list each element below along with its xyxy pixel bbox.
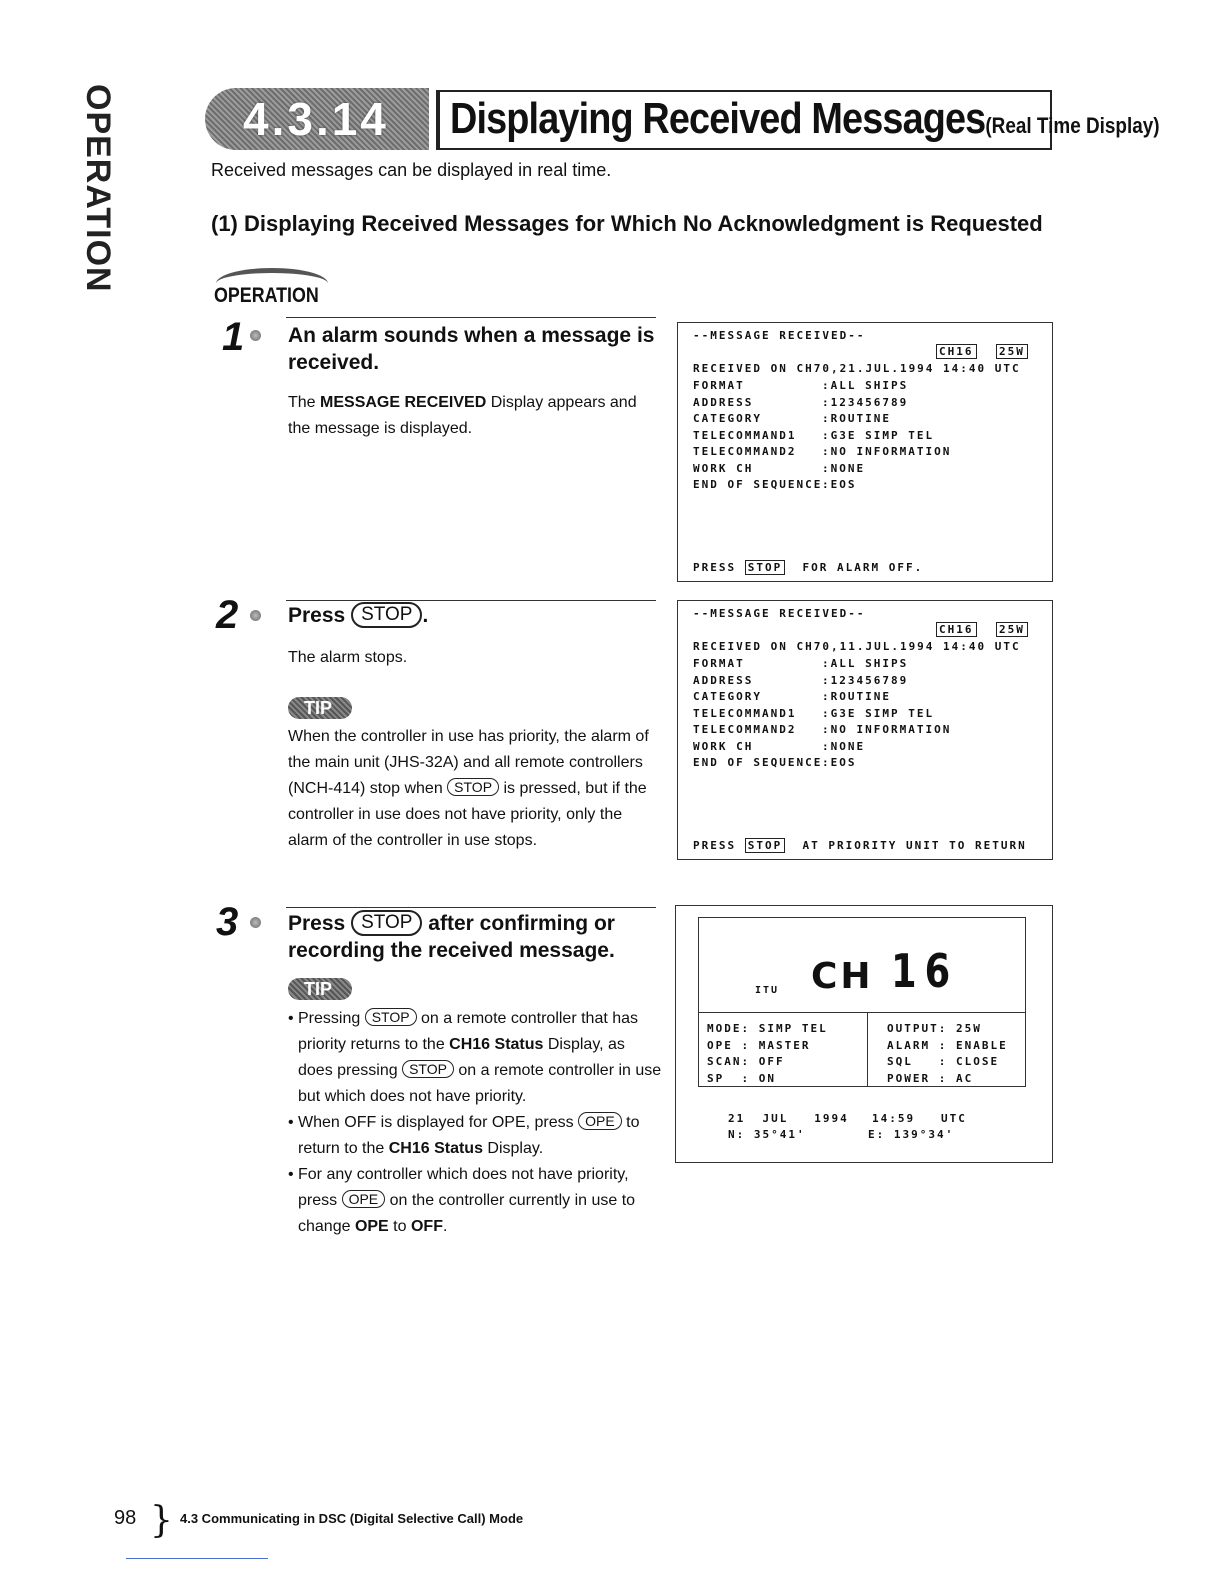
field-key: CATEGORY xyxy=(693,412,762,425)
status-right-line: POWER : AC xyxy=(887,1071,974,1085)
field-value: :NONE xyxy=(822,739,866,753)
tip-bullet-3 xyxy=(288,1162,664,1240)
step-2-number: 2 xyxy=(216,593,239,637)
step-bullet-icon xyxy=(250,610,261,621)
step-1-title: An alarm sounds when a message is received. xyxy=(288,324,655,374)
field-key: ADDRESS xyxy=(693,395,754,409)
itu-label: ITU xyxy=(755,985,780,996)
ch16-status-screen xyxy=(675,905,1053,1163)
screen-header: --MESSAGE RECEIVED-- xyxy=(693,607,866,620)
step-2-title xyxy=(288,602,660,629)
status-right-line: SQL : CLOSE xyxy=(887,1055,1000,1068)
b3-d: to xyxy=(388,1218,411,1235)
channel-box: CH16 xyxy=(936,622,977,637)
field-key: CATEGORY xyxy=(693,690,762,703)
field-key: FORMAT xyxy=(693,379,745,392)
field-key: TELECOMMAND1 xyxy=(693,428,797,442)
screen-header: --MESSAGE RECEIVED-- xyxy=(693,329,866,342)
press-text: PRESS xyxy=(693,561,737,574)
panel-divider xyxy=(699,1012,1025,1013)
stop-key-icon: STOP xyxy=(447,778,499,796)
step-3-title-a: Press xyxy=(288,912,352,935)
b3-f: . xyxy=(442,1218,448,1235)
status-left-line: SCAN: OFF xyxy=(707,1055,785,1068)
section-title-text: Displaying Received Messages xyxy=(450,94,986,143)
status-latitude: N: 35°41' xyxy=(728,1128,806,1141)
received-line: RECEIVED ON CH70,11.JUL.1994 14:40 UTC xyxy=(693,640,1021,653)
field-value: :123456789 xyxy=(822,395,909,409)
stop-key-icon: STOP xyxy=(365,1008,417,1026)
ope-key-icon: OPE xyxy=(578,1112,622,1130)
step-divider xyxy=(286,600,656,601)
operation-label-text: OPERATION xyxy=(214,284,319,307)
b3-c: OPE xyxy=(354,1218,389,1235)
footer-text: 4.3 Communicating in DSC (Digital Selective Call) Mode xyxy=(180,1511,524,1526)
step-1-text-bold: MESSAGE RECEIVED xyxy=(320,394,487,411)
screen-footer: AT PRIORITY UNIT TO RETURN xyxy=(802,839,1027,852)
tip-badge xyxy=(288,978,352,1000)
stop-box: STOP xyxy=(745,838,786,853)
ope-key-icon: OPE xyxy=(342,1190,386,1208)
page-number: 98 xyxy=(114,1507,137,1529)
section-title xyxy=(450,94,1160,144)
section-number-badge xyxy=(205,88,429,150)
stop-key-icon: STOP xyxy=(402,1060,454,1078)
field-key: TELECOMMAND2 xyxy=(693,445,797,458)
field-value: :NO INFORMATION xyxy=(822,445,952,458)
field-value: :NONE xyxy=(822,461,866,475)
channel-box: CH16 xyxy=(936,344,977,359)
field-value: :G3E SIMP TEL xyxy=(822,428,935,442)
b1-b: on a remote controller that has priority returns to the xyxy=(298,1010,639,1053)
b3-b: on the controller currently in use to change xyxy=(298,1192,636,1235)
step-3-tips xyxy=(288,1006,664,1240)
side-tab xyxy=(78,84,118,293)
field-value: :ALL SHIPS xyxy=(822,657,909,670)
step-bullet-icon xyxy=(250,330,261,341)
field-value: :NO INFORMATION xyxy=(822,723,952,736)
tip-label: TIP xyxy=(304,698,333,718)
step-3-number: 3 xyxy=(216,900,239,944)
tip-label: TIP xyxy=(304,979,333,999)
footer-rule xyxy=(126,1558,268,1559)
field-key: WORK CH xyxy=(693,461,754,475)
field-value: :EOS xyxy=(822,478,857,491)
operation-label xyxy=(214,268,334,314)
status-left-line: MODE: SIMP TEL xyxy=(707,1022,828,1035)
received-line: RECEIVED ON CH70,21.JUL.1994 14:40 UTC xyxy=(693,362,1021,375)
field-value: :123456789 xyxy=(822,673,909,687)
panel-column-divider xyxy=(867,1012,868,1086)
section-title-box xyxy=(436,90,1160,150)
step-2-tip-text xyxy=(288,724,660,854)
step-2-text: The alarm stops. xyxy=(288,649,408,666)
step-2-title-a: Press xyxy=(288,604,352,627)
field-value: :G3E SIMP TEL xyxy=(822,706,935,720)
step-3-title xyxy=(288,910,660,964)
step-bullet-icon xyxy=(250,917,261,928)
stop-key-icon: STOP xyxy=(351,910,422,936)
tip-bullet-1 xyxy=(288,1006,664,1110)
field-key: TELECOMMAND2 xyxy=(693,723,797,736)
step-1-text-c: Display appears and the message is displayed. xyxy=(288,394,637,437)
step-3-title-b: after confirming or recording the received message. xyxy=(288,912,615,962)
ch-number: 16 xyxy=(891,944,959,998)
step-divider xyxy=(286,317,656,318)
b2-a: When OFF is displayed for OPE, press xyxy=(298,1114,579,1131)
status-left-line: SP : ON xyxy=(707,1071,776,1085)
field-key: ADDRESS xyxy=(693,673,754,687)
status-right-line: OUTPUT: 25W xyxy=(887,1022,982,1035)
status-time: 14:59 UTC xyxy=(872,1112,967,1125)
step-1-text xyxy=(288,390,660,442)
field-key: WORK CH xyxy=(693,739,754,753)
field-key: TELECOMMAND1 xyxy=(693,706,797,720)
stop-key-icon: STOP xyxy=(351,602,422,628)
field-key: FORMAT xyxy=(693,657,745,670)
step-1-number: 1 xyxy=(222,315,245,359)
step-2-tip-a: When the controller in use has priority, the alarm of the main unit (JHS-32A) and all remote controllers (NCH-414) stop when xyxy=(288,728,649,797)
field-key: END OF SEQUENCE xyxy=(693,756,823,769)
status-left-line: OPE : MASTER xyxy=(707,1038,811,1052)
power-box: 25W xyxy=(996,622,1028,637)
field-value: :ROUTINE xyxy=(822,412,891,425)
step-1-text-a: The xyxy=(288,394,321,411)
status-date: 21 JUL 1994 xyxy=(728,1112,849,1125)
power-box: 25W xyxy=(996,344,1028,359)
brace-icon: } xyxy=(150,1500,173,1541)
section-number: 4.3.14 xyxy=(243,93,389,145)
screen-footer: FOR ALARM OFF. xyxy=(802,561,924,574)
b2-b: to return to the xyxy=(298,1114,640,1157)
b1-c: CH16 Status xyxy=(449,1036,544,1053)
tip-bullet-2 xyxy=(288,1110,664,1162)
status-right-line: ALARM : ENABLE xyxy=(887,1038,1008,1052)
ch-prefix: CH xyxy=(811,956,874,997)
message-received-screen-1 xyxy=(677,322,1053,582)
b1-e: on a remote controller in use but which does not have priority. xyxy=(298,1062,662,1105)
press-text: PRESS xyxy=(693,839,737,852)
step-divider xyxy=(286,907,656,908)
field-value: :ROUTINE xyxy=(822,690,891,703)
step-2-tip-b: is pressed, but if the controller in use does not have priority, only the alarm of the controller in use stops. xyxy=(288,780,647,849)
b3-e: OFF xyxy=(410,1218,443,1235)
b3-a: For any controller which does not have priority, press xyxy=(298,1166,629,1209)
intro-text: Received messages can be displayed in real time. xyxy=(211,160,612,180)
side-tab-label: OPERATION xyxy=(79,84,117,293)
step-2-title-b: . xyxy=(422,604,429,627)
subheading: (1) Displaying Received Messages for Which No Acknowledgment is Requested xyxy=(211,211,1043,236)
status-longitude: E: 139°34' xyxy=(868,1128,955,1141)
field-value: :EOS xyxy=(822,756,857,769)
field-value: :ALL SHIPS xyxy=(822,379,909,392)
b2-d: Display. xyxy=(482,1140,544,1157)
field-key: END OF SEQUENCE xyxy=(693,478,823,491)
status-panel xyxy=(698,917,1026,1087)
b1-a: Pressing xyxy=(298,1010,365,1027)
message-received-screen-2 xyxy=(677,600,1053,860)
tip-badge xyxy=(288,697,352,719)
b2-c: CH16 Status xyxy=(388,1140,483,1157)
b1-d: Display, as does pressing xyxy=(298,1036,625,1079)
stop-box: STOP xyxy=(745,560,786,575)
section-subtitle: (Real Time Display) xyxy=(985,113,1160,138)
